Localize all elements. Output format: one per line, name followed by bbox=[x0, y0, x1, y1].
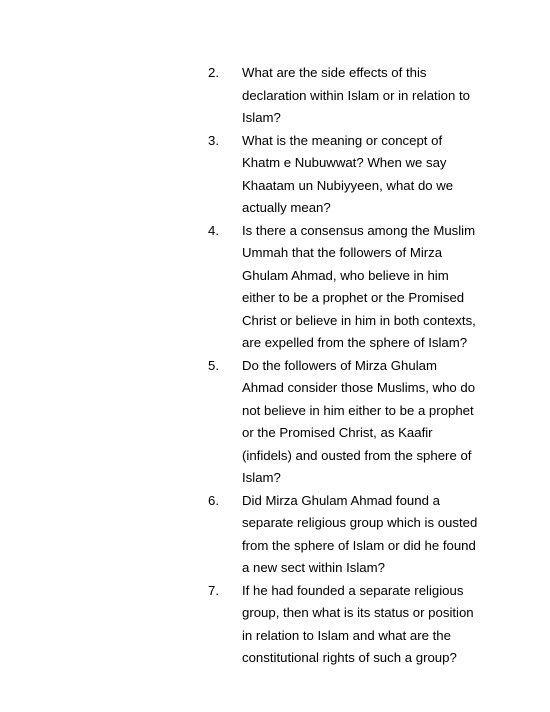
question-text-line: separate religious group which is ousted bbox=[242, 515, 478, 530]
question-text-line: constitutional rights of such a group? bbox=[242, 650, 457, 665]
question-text-line: are expelled from the sphere of Islam? bbox=[242, 335, 468, 350]
question-text-line: Khaatam un Nubiyyeen, what do we bbox=[242, 177, 454, 193]
question-text-line: either to be a prophet or the Promised bbox=[242, 290, 465, 305]
question-number: 3. bbox=[208, 132, 219, 148]
question-text bbox=[242, 580, 478, 670]
question-text-line: Do the followers of Mirza Ghulam bbox=[242, 357, 437, 373]
question-text-line: If he had founded a separate religious bbox=[242, 582, 464, 598]
question-text-line: Khatm e Nubuwwat? When we say bbox=[242, 155, 447, 170]
question-item bbox=[208, 355, 478, 490]
question-text-line: actually mean? bbox=[242, 200, 331, 215]
question-item bbox=[208, 490, 478, 580]
question-text-line: from the sphere of Islam or did he found bbox=[242, 537, 476, 553]
question-number: 6. bbox=[208, 492, 219, 508]
question-text bbox=[242, 62, 478, 130]
question-text-line: declaration within Islam or in relation to bbox=[242, 87, 470, 103]
question-item bbox=[208, 62, 478, 130]
question-text-line: or the Promised Christ, as Kaafir bbox=[242, 425, 433, 440]
question-number: 5. bbox=[208, 357, 219, 373]
question-text bbox=[242, 130, 478, 220]
question-text-line: in relation to Islam and what are the bbox=[242, 627, 451, 643]
question-text-line: Did Mirza Ghulam Ahmad found a bbox=[242, 492, 440, 508]
question-text-line: Ahmad consider those Muslims, who do bbox=[242, 380, 476, 395]
question-text-line: What is the meaning or concept of bbox=[242, 132, 443, 148]
question-text-line: What are the side effects of this bbox=[242, 65, 427, 80]
question-text-line: group, then what is its status or position bbox=[242, 605, 474, 620]
question-number: 4. bbox=[208, 222, 219, 238]
question-text-line: Ghulam Ahmad, who believe in him bbox=[242, 267, 449, 283]
question-text-line: (infidels) and ousted from the sphere of bbox=[242, 447, 472, 463]
question-text-line: Islam? bbox=[242, 110, 281, 125]
question-number: 2. bbox=[208, 65, 219, 80]
question-item bbox=[208, 130, 478, 220]
question-item bbox=[208, 580, 478, 670]
question-text bbox=[242, 355, 478, 490]
question-item bbox=[208, 220, 478, 355]
question-text-line: Ummah that the followers of Mirza bbox=[242, 245, 443, 260]
question-text-line: a new sect within Islam? bbox=[242, 560, 385, 575]
question-list bbox=[208, 62, 478, 670]
question-number: 7. bbox=[208, 582, 219, 598]
question-text-line: Islam? bbox=[242, 470, 281, 485]
question-text-line: not believe in him either to be a prophet bbox=[242, 402, 474, 418]
question-text-line: Christ or believe in him in both contexts, bbox=[242, 312, 476, 328]
question-text bbox=[242, 490, 478, 580]
question-text bbox=[242, 220, 478, 355]
question-text-line: Is there a consensus among the Muslim bbox=[242, 222, 476, 238]
